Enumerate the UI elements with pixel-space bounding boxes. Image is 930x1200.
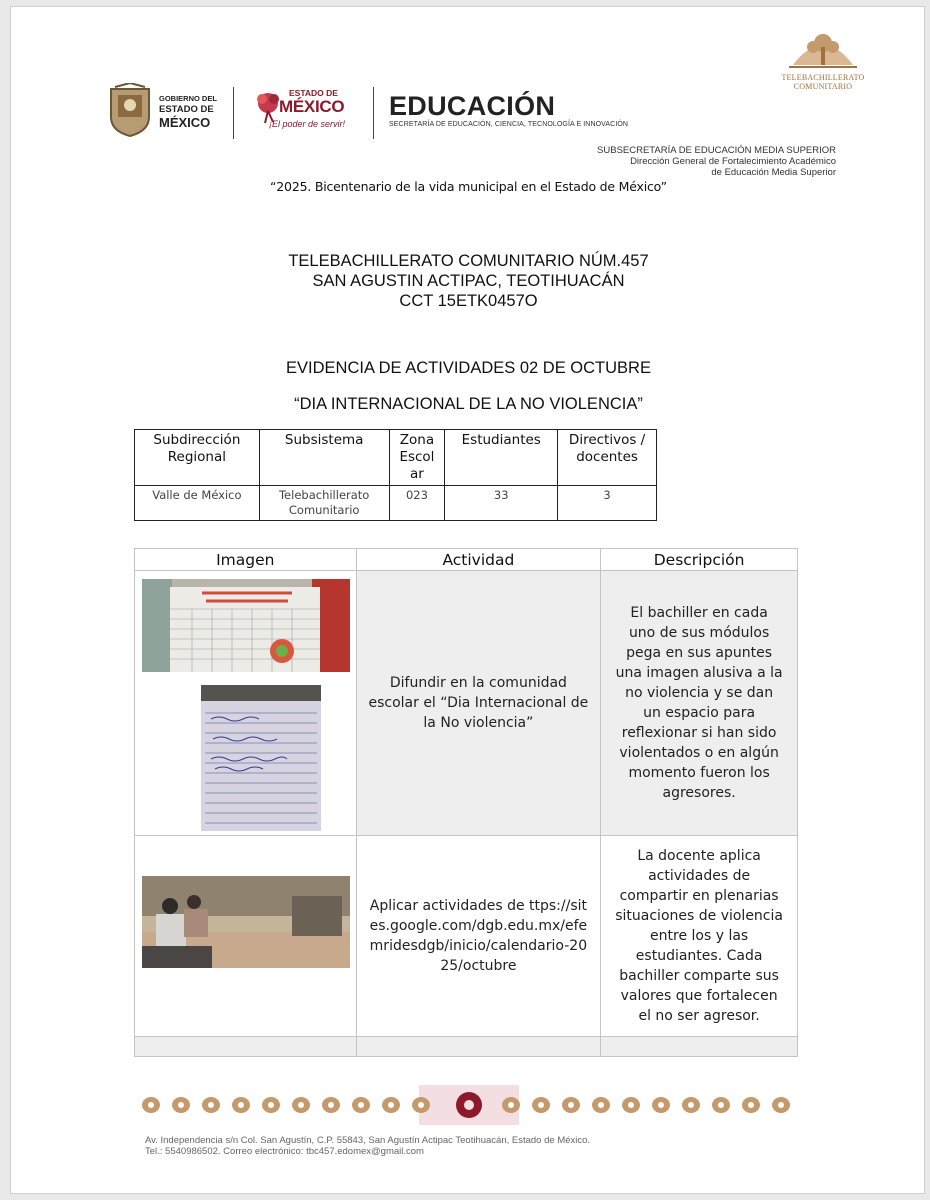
- table-cell: [135, 1037, 357, 1057]
- school-block: [11, 251, 926, 311]
- column-header: Subdirección Regional: [135, 430, 260, 486]
- school-name: TELEBACHILLERATO COMUNITARIO NÚM.457: [288, 252, 649, 270]
- table-row: [135, 571, 798, 836]
- edomex-big-label: MÉXICO: [279, 97, 345, 116]
- school-cct: CCT 15ETK0457O: [399, 292, 538, 310]
- header-divider: [373, 87, 374, 139]
- gobierno-edomex-logo: [107, 83, 242, 139]
- activity-cell: Aplicar actividades de ttps://sites.google.com/dgb.edu.mx/efemridesdgb/inicio/calendario-2025/octubre: [356, 836, 601, 1037]
- school-info-table: [134, 429, 657, 521]
- educacion-title: EDUCACIÓN: [389, 91, 556, 121]
- tbc-logo-line1: TELEBACHILLERATO: [781, 73, 865, 82]
- telebachillerato-logo: [781, 27, 865, 91]
- column-header: Subsistema: [259, 430, 389, 486]
- table-row: [135, 1037, 798, 1057]
- school-location: SAN AGUSTIN ACTIPAC, TEOTIHUACÁN: [312, 272, 625, 290]
- edomex-brand-logo: [249, 85, 369, 139]
- coat-of-arms-icon: [107, 83, 153, 137]
- column-header: Estudiantes: [445, 430, 558, 486]
- table-row: [135, 486, 657, 521]
- image-cell: [135, 571, 357, 836]
- table-cell: [356, 1037, 601, 1057]
- table-row: [135, 836, 798, 1037]
- subsecretaria-line: Dirección General de Fortalecimiento Académico: [630, 156, 836, 167]
- gobierno-line2: ESTADO DE: [159, 104, 214, 115]
- educacion-subtitle: SECRETARÍA DE EDUCACIÓN, CIENCIA, TECNOLOGÍA E INNOVACIÓN: [389, 121, 629, 128]
- column-header: Zona Escolar: [389, 430, 445, 486]
- image-cell: [135, 836, 357, 1037]
- educacion-logo: [389, 91, 628, 128]
- column-header: Actividad: [356, 549, 601, 571]
- table-cell: Valle de México: [135, 486, 260, 521]
- tbc-logo-line2: COMUNITARIO: [793, 82, 853, 91]
- column-header: Imagen: [135, 549, 357, 571]
- description-cell: El bachiller en cada uno de sus módulos pega en sus apuntes una imagen alusiva a la no violencia y se dan un espacio para reflexionar si han sido violentados o en algún momento fueron los agresores.: [601, 571, 798, 836]
- table-cell: [601, 1037, 798, 1057]
- column-header: Directivos / docentes: [558, 430, 657, 486]
- footer-address-block: [145, 1135, 590, 1157]
- column-header: Descripción: [601, 549, 798, 571]
- gobierno-line3: MÉXICO: [159, 115, 211, 130]
- photo-classroom: [142, 876, 350, 968]
- table-cell: 023: [389, 486, 445, 521]
- table-cell: 33: [445, 486, 558, 521]
- gobierno-line1: GOBIERNO DEL: [159, 94, 217, 103]
- year-slogan: “2025. Bicentenario de la vida municipal en el Estado de México”: [270, 179, 667, 194]
- evidence-table: [134, 548, 798, 1057]
- description-cell: La docente aplica actividades de compartir en plenarias situaciones de violencia entre los y las estudiantes. Cada bachiller comparte sus valores que fortalecen el no ser agresor.: [601, 836, 798, 1037]
- table-cell: Telebachillerato Comunitario: [259, 486, 389, 521]
- day-title: “DIA INTERNACIONAL DE LA NO VIOLENCIA”: [294, 395, 643, 413]
- table-cell: 3: [558, 486, 657, 521]
- subsecretaria-block: [597, 145, 836, 178]
- document-page: [10, 6, 925, 1194]
- edomex-small-label: ESTADO DE: [289, 88, 338, 98]
- subsecretaria-line: de Educación Media Superior: [711, 167, 836, 178]
- footer-address: Av. Independencia s/n Col. San Agustín, C.P. 55843, San Agustín Actipac Teotihuacán, Estado de México.: [145, 1135, 591, 1146]
- tree-icon: [783, 27, 863, 73]
- edomex-slogan: ¡El poder de servir!: [269, 119, 346, 129]
- activity-cell: Difundir en la comunidad escolar el “Dia Internacional de la No violencia”: [356, 571, 601, 836]
- table-header-row: [135, 430, 657, 486]
- footer-contact: Tel.: 5540986502. Correo electrónico: tbc457.edomex@gmail.com: [145, 1146, 424, 1157]
- header-divider: [233, 87, 234, 139]
- photo-notebook-poster: [142, 579, 350, 672]
- footer-ornament: [139, 1085, 799, 1125]
- evidence-title: EVIDENCIA DE ACTIVIDADES 02 DE OCTUBRE: [286, 359, 651, 377]
- subsecretaria-line: SUBSECRETARÍA DE EDUCACIÓN MEDIA SUPERIOR: [597, 145, 836, 156]
- photo-handwritten-notes: [201, 685, 321, 831]
- table-header-row: [135, 549, 798, 571]
